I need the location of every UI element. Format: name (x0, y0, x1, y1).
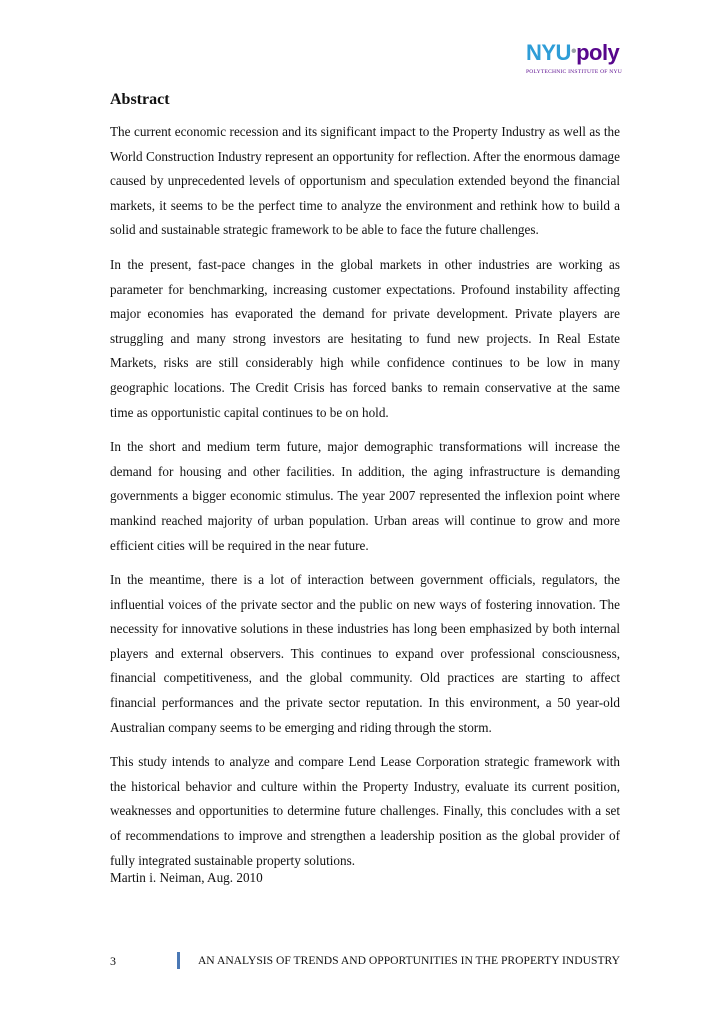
logo-nyu-text: NYU (526, 40, 571, 65)
logo-wordmark (526, 42, 618, 67)
page-number: 3 (110, 954, 116, 968)
paragraph-5: This study intends to analyze and compare Lend Lease Corporation strategic framework with the historical behavior and culture within the Property Industry, evaluate its current position, weaknesses and opportunities to determine future challenges. Finally, this concludes with a set of recommendations to improve and strengthen a leadership position as the global provider of fully integrated sustainable property solutions. (110, 754, 620, 868)
logo-poly-text: poly (576, 40, 620, 65)
logo-dot: • (570, 43, 577, 60)
footer-divider (177, 952, 180, 969)
paragraph-3: In the short and medium term future, major demographic transformations will increase the demand for housing and other facilities. In addition, the aging infrastructure is demanding governments a bigger economic stimulus. The year 2007 represented the inflexion point where mankind reached majority of urban population. Urban areas will continue to grow and more efficient cities will be required in the near future. (110, 439, 620, 553)
running-title: AN ANALYSIS OF TRENDS AND OPPORTUNITIES IN THE PROPERTY INDUSTRY (197, 954, 620, 967)
logo-tagline: POLYTECHNIC INSTITUTE OF NYU (526, 69, 622, 75)
page-footer (110, 950, 620, 972)
author-signature: Martin i. Neiman, Aug. 2010 (110, 870, 263, 885)
paragraph-2: In the present, fast-pace changes in the global markets in other industries are working as parameter for benchmarking, increasing customer expectations. Profound instability affecting major economies has evaporated the demand for private development. Private players are struggling and many strong investors are hesitating to fund new projects. In Real Estate Markets, risks are still considerably high while confidence continues to be low in many geographic locations. The Credit Crisis has forced banks to remain conservative at the same time as opportunistic capital continues to be on hold. (110, 256, 620, 420)
paragraph-4: In the meantime, there is a lot of interaction between government officials, regulators, the influential voices of the private sector and the public on new ways of fostering innovation. The necessity for innovative solutions in these industries has long been emphasized by both internal players and external observers. This continues to expand over professional consciousness, financial competitiveness, and the global community. Old practices are starting to affect financial performances and the private sector reputation. In this environment, a 50 year-old Australian company seems to be emerging and riding through the storm. (110, 572, 620, 735)
nyu-poly-logo (526, 40, 622, 75)
page-title: Abstract (110, 91, 170, 108)
abstract-body (110, 120, 620, 883)
paragraph-1: The current economic recession and its significant impact to the Property Industry as well as the World Construction Industry represent an opportunity for reflection. After the enormous damage caused by unprecedented levels of opportunism and speculation extended beyond the financial markets, it seems to be the perfect time to analyze the environment and rethink how to build a solid and sustainable strategic framework to be able to face the future challenges. (110, 124, 620, 238)
